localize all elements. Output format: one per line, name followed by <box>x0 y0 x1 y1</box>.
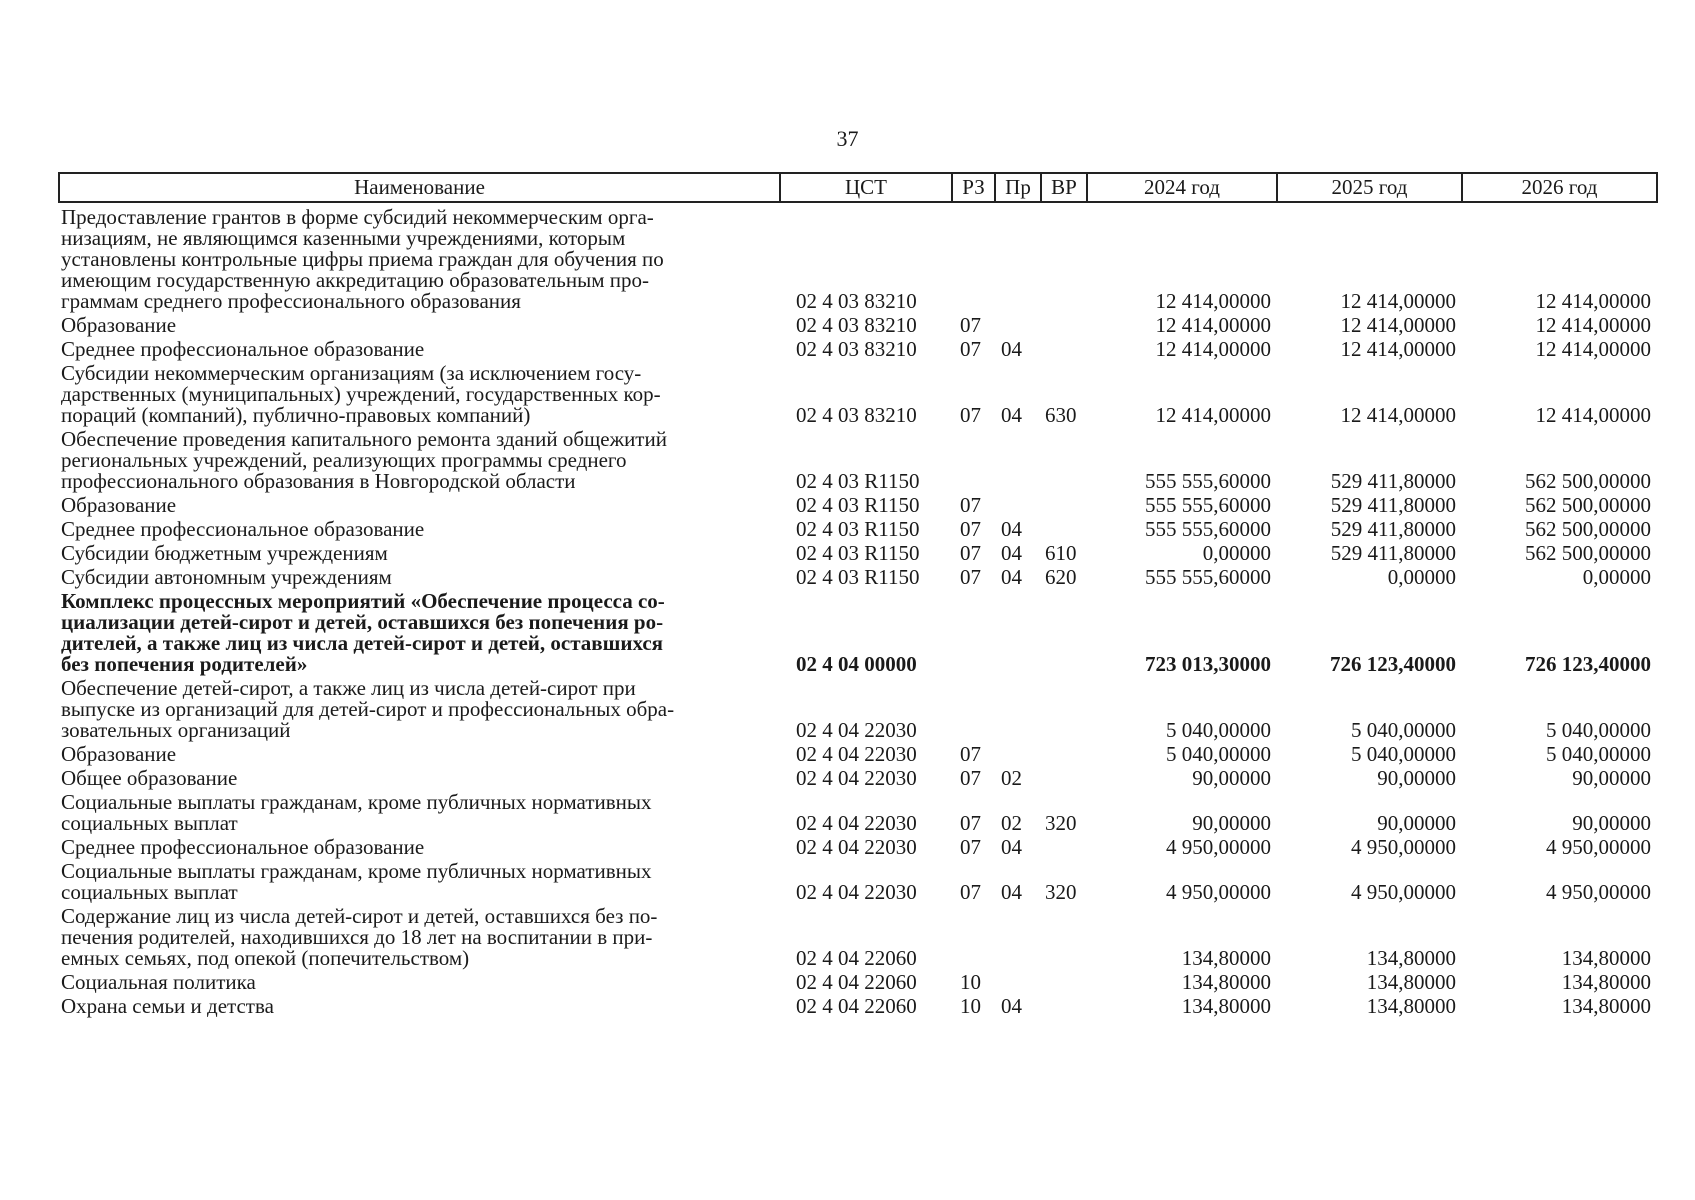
cell-cst: 02 4 03 83210 <box>796 337 917 361</box>
cell-2024: 4 950,00000 <box>1166 835 1271 859</box>
cell-rz <box>952 202 995 315</box>
table-row <box>59 429 1657 495</box>
cell-2026: 726 123,40000 <box>1525 652 1651 676</box>
cell-pr <box>995 429 1041 495</box>
cell-vr <box>1041 972 1087 996</box>
cell-cst: 02 4 03 R1150 <box>796 565 920 589</box>
cell-2025: 529 411,80000 <box>1330 517 1456 541</box>
cell-2025: 134,80000 <box>1366 946 1456 970</box>
cell-cst: 02 4 04 22030 <box>796 811 917 835</box>
cell-vr: 620 <box>1045 565 1077 589</box>
cell-rz <box>952 429 995 495</box>
cell-2025: 726 123,40000 <box>1330 652 1456 676</box>
cell-vr <box>1041 315 1087 339</box>
cell-pr <box>995 678 1041 744</box>
cell-vr <box>1041 906 1087 972</box>
table-row <box>59 678 1657 744</box>
cell-2024: 134,80000 <box>1181 994 1271 1018</box>
cell-2024: 134,80000 <box>1181 970 1271 994</box>
cell-2026: 5 040,00000 <box>1546 742 1651 766</box>
cell-rz: 07 <box>960 565 981 589</box>
cell-rz <box>952 906 995 972</box>
cell-2025: 12 414,00000 <box>1340 289 1456 313</box>
cell-pr: 04 <box>1001 403 1022 427</box>
cell-name: Образование <box>61 742 177 766</box>
cell-rz: 07 <box>960 811 981 835</box>
cell-name: Образование <box>61 313 177 337</box>
cell-2026: 562 500,00000 <box>1525 469 1651 493</box>
header-2024: 2024 год <box>1087 173 1277 202</box>
cell-vr <box>1041 678 1087 744</box>
cell-2026: 134,80000 <box>1561 946 1651 970</box>
cell-cst: 02 4 03 R1150 <box>796 517 920 541</box>
cell-cst: 02 4 04 00000 <box>796 652 917 676</box>
cell-2026: 562 500,00000 <box>1525 541 1651 565</box>
cell-2026: 12 414,00000 <box>1535 289 1651 313</box>
cell-name: Содержание лиц из числа детей-сирот и детей, оставшихся без по- печения родителей, находившихся до 18 лет на воспитании в при- емных семьях, под опекой (попечительством) <box>61 904 658 970</box>
cell-2025: 529 411,80000 <box>1330 469 1456 493</box>
budget-table <box>58 172 1658 1020</box>
table-header <box>59 173 1657 202</box>
cell-vr <box>1041 837 1087 861</box>
cell-2025: 4 950,00000 <box>1351 880 1456 904</box>
cell-cst: 02 4 04 22030 <box>796 718 917 742</box>
cell-rz: 07 <box>960 880 981 904</box>
header-pr: Пр <box>995 173 1041 202</box>
cell-rz: 07 <box>960 835 981 859</box>
table-row <box>59 519 1657 543</box>
cell-2026: 90,00000 <box>1572 766 1651 790</box>
cell-pr: 02 <box>1001 811 1022 835</box>
table-body <box>59 202 1657 1020</box>
cell-cst: 02 4 04 22030 <box>796 766 917 790</box>
cell-2026: 0,00000 <box>1582 565 1651 589</box>
cell-2026: 12 414,00000 <box>1535 403 1651 427</box>
header-row <box>59 173 1657 202</box>
cell-vr: 320 <box>1045 880 1077 904</box>
cell-2026: 562 500,00000 <box>1525 493 1651 517</box>
cell-2026: 4 950,00000 <box>1546 880 1651 904</box>
cell-pr <box>995 972 1041 996</box>
table-row <box>59 792 1657 837</box>
table-row <box>59 744 1657 768</box>
cell-2025: 12 414,00000 <box>1340 403 1456 427</box>
cell-pr <box>995 495 1041 519</box>
table-row <box>59 768 1657 792</box>
cell-cst: 02 4 03 R1150 <box>796 541 920 565</box>
cell-2026: 90,00000 <box>1572 811 1651 835</box>
cell-pr: 04 <box>1001 565 1022 589</box>
cell-2024: 12 414,00000 <box>1155 337 1271 361</box>
cell-cst: 02 4 03 R1150 <box>796 469 920 493</box>
cell-2024: 134,80000 <box>1181 946 1271 970</box>
cell-2024: 0,00000 <box>1202 541 1271 565</box>
cell-2024: 723 013,30000 <box>1145 652 1271 676</box>
cell-2026: 134,80000 <box>1561 994 1651 1018</box>
cell-name: Предоставление грантов в форме субсидий некоммерческим орга- низациям, не являющимся казенными учреждениями, которым установлены контрольные цифры приема граждан для обучения по имеющим государственную аккредитацию образовательным про- граммам среднего профессионального образования <box>61 205 664 313</box>
header-cst: ЦСТ <box>780 173 952 202</box>
cell-cst: 02 4 04 22060 <box>796 946 917 970</box>
cell-name: Комплекс процессных мероприятий «Обеспечение процесса со- циализации детей-сирот и детей, оставшихся без попечения ро- дителей, а также лиц из числа детей-сирот и детей, оставшихся без попечения родителей» <box>61 589 665 676</box>
cell-rz: 10 <box>960 970 981 994</box>
cell-2024: 4 950,00000 <box>1166 880 1271 904</box>
table-row <box>59 861 1657 906</box>
cell-cst: 02 4 03 83210 <box>796 289 917 313</box>
cell-vr <box>1041 591 1087 678</box>
cell-name: Субсидии автономным учреждениям <box>61 565 392 589</box>
cell-rz: 07 <box>960 403 981 427</box>
cell-name: Образование <box>61 493 177 517</box>
cell-vr <box>1041 519 1087 543</box>
cell-name: Социальная политика <box>61 970 256 994</box>
cell-rz: 07 <box>960 742 981 766</box>
cell-pr <box>995 315 1041 339</box>
cell-2026: 12 414,00000 <box>1535 337 1651 361</box>
cell-2024: 12 414,00000 <box>1155 403 1271 427</box>
table-row <box>59 363 1657 429</box>
cell-name: Охрана семьи и детства <box>61 994 274 1018</box>
cell-rz: 07 <box>960 766 981 790</box>
cell-pr: 04 <box>1001 541 1022 565</box>
cell-rz: 07 <box>960 517 981 541</box>
cell-2024: 555 555,60000 <box>1145 517 1271 541</box>
cell-cst: 02 4 04 22030 <box>796 880 917 904</box>
cell-2024: 90,00000 <box>1192 811 1271 835</box>
page-number: 37 <box>836 126 859 151</box>
cell-2025: 529 411,80000 <box>1330 493 1456 517</box>
cell-vr <box>1041 744 1087 768</box>
cell-2026: 562 500,00000 <box>1525 517 1651 541</box>
cell-2024: 555 555,60000 <box>1145 469 1271 493</box>
cell-name: Социальные выплаты гражданам, кроме публичных нормативных социальных выплат <box>61 790 652 835</box>
cell-vr: 320 <box>1045 811 1077 835</box>
cell-name: Обеспечение детей-сирот, а также лиц из числа детей-сирот при выпуске из организаций для детей-сирот и профессиональных обра- зовательных организаций <box>61 676 675 742</box>
cell-pr <box>995 744 1041 768</box>
cell-2025: 12 414,00000 <box>1340 313 1456 337</box>
cell-pr: 04 <box>1001 994 1022 1018</box>
cell-2025: 0,00000 <box>1387 565 1456 589</box>
cell-2026: 4 950,00000 <box>1546 835 1651 859</box>
cell-rz: 07 <box>960 493 981 517</box>
table-row <box>59 591 1657 678</box>
cell-2026: 12 414,00000 <box>1535 313 1651 337</box>
cell-pr <box>995 202 1041 315</box>
cell-2026: 5 040,00000 <box>1546 718 1651 742</box>
cell-pr: 02 <box>1001 766 1022 790</box>
header-2026: 2026 год <box>1462 173 1657 202</box>
cell-2024: 12 414,00000 <box>1155 289 1271 313</box>
cell-name: Субсидии некоммерческим организациям (за исключением госу- дарственных (муниципальных) учреждений, государственных кор- пораций (компаний), публично-правовых компаний) <box>61 361 661 427</box>
cell-pr: 04 <box>1001 880 1022 904</box>
cell-2025: 529 411,80000 <box>1330 541 1456 565</box>
header-2025: 2025 год <box>1277 173 1462 202</box>
table-row <box>59 837 1657 861</box>
cell-name: Среднее профессиональное образование <box>61 835 425 859</box>
cell-2026: 134,80000 <box>1561 970 1651 994</box>
cell-cst: 02 4 04 22060 <box>796 994 917 1018</box>
cell-rz: 07 <box>960 337 981 361</box>
table-row <box>59 315 1657 339</box>
table-row <box>59 339 1657 363</box>
cell-2025: 90,00000 <box>1377 766 1456 790</box>
cell-name: Обеспечение проведения капитального ремонта зданий общежитий региональных учреждений, реализующих программы среднего профессионального образования в Новгородской области <box>61 427 667 493</box>
cell-2024: 555 555,60000 <box>1145 565 1271 589</box>
header-rz: РЗ <box>952 173 995 202</box>
cell-name: Среднее профессиональное образование <box>61 337 425 361</box>
cell-cst: 02 4 04 22060 <box>796 970 917 994</box>
cell-rz <box>952 591 995 678</box>
cell-pr: 04 <box>1001 517 1022 541</box>
cell-vr <box>1041 996 1087 1020</box>
cell-rz: 07 <box>960 541 981 565</box>
cell-2025: 5 040,00000 <box>1351 718 1456 742</box>
table-row <box>59 202 1657 315</box>
cell-vr <box>1041 768 1087 792</box>
table-row <box>59 996 1657 1020</box>
cell-name: Субсидии бюджетным учреждениям <box>61 541 388 565</box>
cell-vr <box>1041 495 1087 519</box>
table-row <box>59 567 1657 591</box>
table-row <box>59 972 1657 996</box>
cell-pr: 04 <box>1001 835 1022 859</box>
cell-2025: 5 040,00000 <box>1351 742 1456 766</box>
cell-2024: 5 040,00000 <box>1166 718 1271 742</box>
header-name: Наименование <box>59 173 780 202</box>
cell-pr <box>995 591 1041 678</box>
cell-vr <box>1041 202 1087 315</box>
cell-2024: 5 040,00000 <box>1166 742 1271 766</box>
cell-2024: 12 414,00000 <box>1155 313 1271 337</box>
cell-2025: 134,80000 <box>1366 970 1456 994</box>
cell-vr <box>1041 339 1087 363</box>
cell-cst: 02 4 03 83210 <box>796 313 917 337</box>
cell-rz: 07 <box>960 313 981 337</box>
cell-2025: 4 950,00000 <box>1351 835 1456 859</box>
cell-cst: 02 4 04 22030 <box>796 742 917 766</box>
cell-cst: 02 4 03 R1150 <box>796 493 920 517</box>
cell-rz <box>952 678 995 744</box>
cell-name: Среднее профессиональное образование <box>61 517 425 541</box>
cell-2025: 134,80000 <box>1366 994 1456 1018</box>
cell-vr <box>1041 429 1087 495</box>
cell-cst: 02 4 03 83210 <box>796 403 917 427</box>
cell-rz: 10 <box>960 994 981 1018</box>
cell-vr: 610 <box>1045 541 1077 565</box>
table-row <box>59 543 1657 567</box>
table-row <box>59 906 1657 972</box>
cell-2024: 90,00000 <box>1192 766 1271 790</box>
cell-pr: 04 <box>1001 337 1022 361</box>
table-row <box>59 495 1657 519</box>
cell-2025: 12 414,00000 <box>1340 337 1456 361</box>
header-vr: ВР <box>1041 173 1087 202</box>
cell-pr <box>995 906 1041 972</box>
cell-name: Социальные выплаты гражданам, кроме публичных нормативных социальных выплат <box>61 859 652 904</box>
cell-2025: 90,00000 <box>1377 811 1456 835</box>
cell-vr: 630 <box>1045 403 1077 427</box>
cell-cst: 02 4 04 22030 <box>796 835 917 859</box>
cell-2024: 555 555,60000 <box>1145 493 1271 517</box>
cell-name: Общее образование <box>61 766 238 790</box>
